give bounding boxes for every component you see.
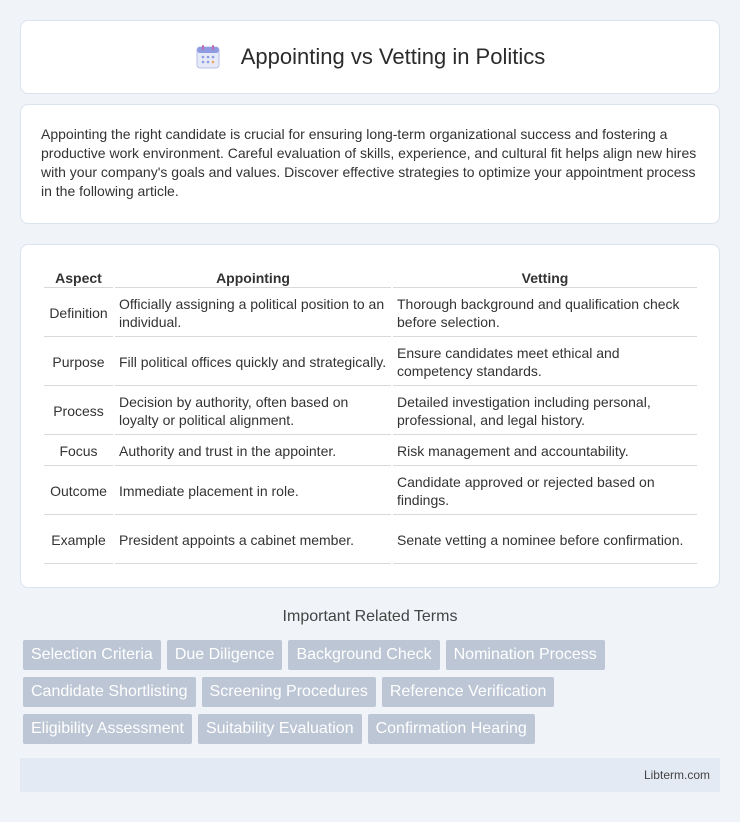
tag-candidate-shortlisting[interactable]: Candidate Shortlisting — [23, 677, 196, 707]
vetting-cell: Senate vetting a nominee before confirmation. — [393, 517, 697, 564]
column-header-vetting: Vetting — [393, 267, 697, 288]
tag-suitability-evaluation[interactable]: Suitability Evaluation — [198, 714, 362, 744]
appointing-cell: Decision by authority, often based on loyalty or political alignment. — [115, 388, 391, 435]
calendar-icon — [195, 44, 221, 70]
footer-link[interactable]: Libterm.com — [643, 768, 710, 782]
column-header-appointing: Appointing — [115, 267, 391, 288]
table-row — [44, 437, 697, 466]
vetting-cell: Detailed investigation including personal, professional, and legal history. — [393, 388, 697, 435]
related-terms — [23, 640, 713, 751]
header-card — [20, 20, 720, 94]
aspect-cell: Purpose — [44, 339, 113, 386]
tag-selection-criteria[interactable]: Selection Criteria — [23, 640, 161, 670]
table-row — [44, 517, 697, 564]
related-terms-title: Important Related Terms — [282, 608, 458, 625]
table-row — [44, 388, 697, 435]
intro-text: Appointing the right candidate is crucial for ensuring long-term organizational success and fostering a productive work environment. Careful evaluation of skills, experience, and cultural fit helps align new hires with your company's goals and values. Discover effective strategies to optimize your appointment process in the following article. — [41, 126, 697, 199]
tag-due-diligence[interactable]: Due Diligence — [167, 640, 283, 670]
appointing-cell: Authority and trust in the appointer. — [115, 437, 391, 466]
aspect-cell: Outcome — [44, 468, 113, 515]
table-header-row — [44, 267, 697, 288]
comparison-table — [42, 265, 699, 566]
aspect-cell: Definition — [44, 290, 113, 337]
appointing-cell: Fill political offices quickly and strategically. — [115, 339, 391, 386]
appointing-cell: President appoints a cabinet member. — [115, 517, 391, 564]
aspect-cell: Process — [44, 388, 113, 435]
page-title: Appointing vs Vetting in Politics — [240, 44, 546, 69]
vetting-cell: Thorough background and qualification check before selection. — [393, 290, 697, 337]
vetting-cell: Candidate approved or rejected based on findings. — [393, 468, 697, 515]
tag-screening-procedures[interactable]: Screening Procedures — [202, 677, 376, 707]
tag-eligibility-assessment[interactable]: Eligibility Assessment — [23, 714, 192, 744]
table-row — [44, 290, 697, 337]
tag-row — [23, 640, 713, 670]
intro-card — [20, 104, 720, 224]
tag-row — [23, 677, 713, 707]
table-row — [44, 339, 697, 386]
table-row — [44, 468, 697, 515]
tag-row — [23, 714, 713, 744]
vetting-cell: Ensure candidates meet ethical and competency standards. — [393, 339, 697, 386]
aspect-cell: Example — [44, 517, 113, 564]
tag-reference-verification[interactable]: Reference Verification — [382, 677, 555, 707]
comparison-card — [20, 244, 720, 588]
header — [21, 21, 719, 93]
vetting-cell: Risk management and accountability. — [393, 437, 697, 466]
tag-background-check[interactable]: Background Check — [288, 640, 439, 670]
tag-nomination-process[interactable]: Nomination Process — [446, 640, 605, 670]
tag-confirmation-hearing[interactable]: Confirmation Hearing — [368, 714, 535, 744]
footer — [20, 758, 720, 792]
column-header-aspect: Aspect — [44, 267, 113, 288]
appointing-cell: Immediate placement in role. — [115, 468, 391, 515]
aspect-cell: Focus — [44, 437, 113, 466]
appointing-cell: Officially assigning a political position to an individual. — [115, 290, 391, 337]
